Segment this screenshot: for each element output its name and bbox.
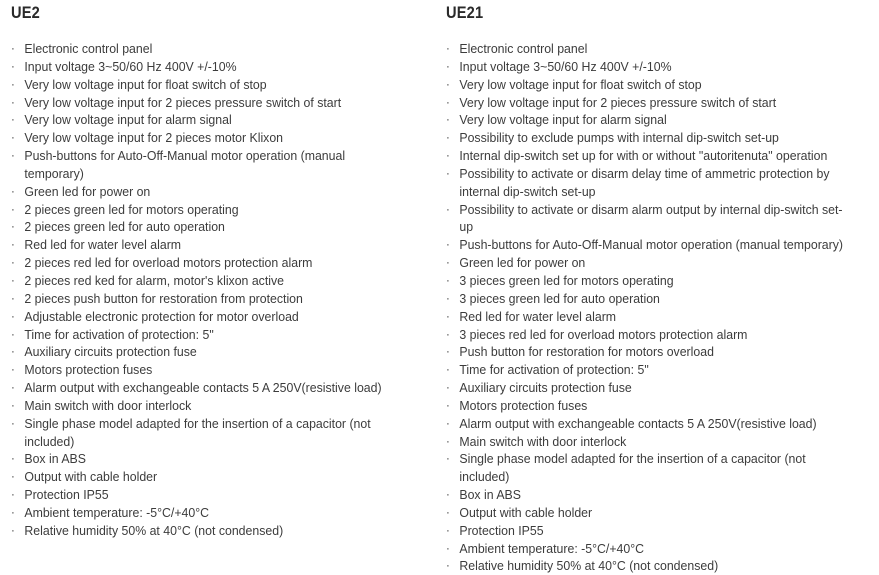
bullet-icon: · [446, 272, 450, 287]
bullet-icon: · [446, 308, 450, 323]
list-item [11, 504, 406, 522]
bullet-icon: · [446, 130, 450, 145]
list-item-text: Electronic control panel [24, 41, 153, 56]
list-item-text: Ambient temperature: -5°C/+40°C [24, 504, 210, 520]
list-item-text: Green led for power on [459, 255, 586, 271]
bullet-icon: · [446, 380, 450, 395]
list-item-text: Relative humidity 50% at 40°C (not condensed) [459, 558, 719, 574]
list-item [11, 343, 406, 361]
list-item [446, 129, 856, 147]
list-item [446, 94, 856, 112]
list-item-text: Time for activation of protection: 5" [24, 326, 214, 342]
bullet-icon: · [11, 130, 15, 145]
bullet-icon: · [446, 255, 450, 270]
list-item-text: Single phase model adapted for the insertion of a capacitor (not included) [459, 451, 806, 485]
bullet-icon: · [11, 451, 15, 466]
bullet-icon: · [11, 380, 15, 395]
list-item [446, 326, 856, 344]
bullet-icon: · [11, 522, 15, 537]
bullet-icon: · [446, 362, 450, 377]
list-item [11, 254, 406, 272]
list-item-text: Box in ABS [459, 487, 521, 503]
list-item-text: Alarm output with exchangeable contacts 5 A 250V(resistive load) [459, 415, 817, 431]
list-item [11, 379, 406, 397]
bullet-icon: · [446, 433, 450, 448]
list-item-text: 3 pieces green led for motors operating [459, 272, 674, 288]
list-item-text: Main switch with door interlock [24, 397, 192, 413]
list-item [446, 308, 856, 326]
list-item [11, 147, 406, 183]
list-item [446, 343, 856, 361]
list-item [446, 201, 856, 237]
list-item-text: Box in ABS [24, 451, 86, 467]
list-item-text: Very low voltage input for float switch of stop [459, 76, 702, 92]
list-item [11, 236, 406, 254]
list-item [11, 76, 406, 94]
list-item-text: Very low voltage input for float switch of stop [24, 76, 267, 92]
list-item [11, 308, 406, 326]
list-item-text: Very low voltage input for 2 pieces pressure switch of start [24, 94, 342, 110]
list-item-text: Motors protection fuses [459, 397, 588, 413]
bullet-icon: · [11, 183, 15, 198]
list-item-text: Input voltage 3~50/60 Hz 400V +/-10% [24, 58, 237, 74]
list-item [11, 111, 406, 129]
bullet-icon: · [446, 112, 450, 127]
list-item-text: Red led for water level alarm [459, 308, 617, 324]
list-item-text: Single phase model adapted for the insertion of a capacitor (not included) [24, 415, 371, 449]
list-item [11, 361, 406, 379]
bullet-icon: · [11, 504, 15, 519]
list-item-text: Push button for restoration for motors overload [459, 344, 714, 360]
list-item [446, 486, 856, 504]
list-item [11, 326, 406, 344]
list-item-text: Electronic control panel [459, 41, 588, 56]
bullet-icon: · [446, 76, 450, 91]
bullet-icon: · [11, 487, 15, 502]
list-item-text: 2 pieces green led for auto operation [24, 219, 225, 235]
list-item [446, 111, 856, 129]
column-title: UE21 [446, 3, 484, 22]
column-title: UE2 [11, 3, 40, 22]
list-item [11, 468, 406, 486]
list-item-text: Ambient temperature: -5°C/+40°C [459, 540, 645, 556]
list-item-text: Red led for water level alarm [24, 237, 182, 253]
list-item-text: Output with cable holder [459, 504, 593, 520]
bullet-icon: · [446, 326, 450, 341]
list-item [446, 147, 856, 165]
bullet-icon: · [11, 76, 15, 91]
list-item [11, 450, 406, 468]
list-item-text: 2 pieces push button for restoration from protection [24, 290, 303, 306]
list-item-text: Possibility to activate or disarm delay time of ammetric protection by internal dip-switch set-up [459, 165, 830, 199]
feature-list [11, 40, 425, 540]
list-item-text: Possibility to exclude pumps with internal dip-switch set-up [459, 130, 779, 146]
list-item [11, 290, 406, 308]
list-item [11, 397, 406, 415]
list-item [446, 522, 856, 540]
list-item [446, 540, 856, 558]
list-item [11, 201, 406, 219]
list-item-text: Very low voltage input for alarm signal [459, 112, 667, 128]
list-item-text: Output with cable holder [24, 469, 158, 485]
list-item-text: 2 pieces green led for motors operating [24, 201, 239, 217]
list-item-text: 2 pieces red ked for alarm, motor's klixon active [24, 272, 284, 288]
list-item-text: Green led for power on [24, 183, 151, 199]
bullet-icon: · [11, 201, 15, 216]
list-item [446, 290, 856, 308]
list-item-text: Very low voltage input for alarm signal [24, 112, 232, 128]
list-item [446, 379, 856, 397]
list-item [11, 415, 406, 451]
bullet-icon: · [11, 255, 15, 270]
list-item-text: Protection IP55 [459, 522, 544, 538]
bullet-icon: · [11, 148, 15, 163]
list-item [11, 129, 406, 147]
list-item-text: 3 pieces red led for overload motors protection alarm [459, 326, 748, 342]
bullet-icon: · [446, 522, 450, 537]
list-item [11, 183, 406, 201]
bullet-icon: · [11, 219, 15, 234]
list-item [446, 254, 856, 272]
bullet-icon: · [11, 397, 15, 412]
bullet-icon: · [446, 237, 450, 252]
bullet-icon: · [11, 344, 15, 359]
bullet-icon: · [446, 41, 450, 55]
bullet-icon: · [446, 344, 450, 359]
list-item [11, 522, 406, 540]
bullet-icon: · [446, 201, 450, 216]
bullet-icon: · [11, 237, 15, 252]
list-item-text: Internal dip-switch set up for with or without "autoritenuta" operation [459, 148, 828, 164]
list-item [11, 58, 406, 76]
list-item-text: Push-buttons for Auto-Off-Manual motor operation (manual temporary) [24, 148, 346, 181]
bullet-icon: · [446, 148, 450, 163]
list-item-text: Auxiliary circuits protection fuse [459, 380, 632, 396]
list-item-text: Input voltage 3~50/60 Hz 400V +/-10% [459, 58, 672, 74]
bullet-icon: · [11, 41, 15, 55]
list-item [446, 361, 856, 379]
bullet-icon: · [11, 290, 15, 305]
list-item-text: Very low voltage input for 2 pieces motor Klixon [24, 130, 284, 146]
list-item [446, 397, 856, 415]
list-item-text: Possibility to activate or disarm alarm output by internal dip-switch set-up [459, 201, 843, 235]
list-item-text: Auxiliary circuits protection fuse [24, 344, 197, 360]
list-item [446, 236, 856, 254]
bullet-icon: · [446, 94, 450, 109]
list-item-text: Main switch with door interlock [459, 433, 627, 449]
bullet-icon: · [446, 540, 450, 555]
bullet-icon: · [11, 272, 15, 287]
list-item [446, 557, 856, 575]
list-item-text: Protection IP55 [24, 487, 109, 503]
bullet-icon: · [446, 487, 450, 502]
list-item [446, 504, 856, 522]
list-item [446, 433, 856, 451]
list-item-text: Alarm output with exchangeable contacts 5 A 250V(resistive load) [24, 380, 382, 396]
list-item [11, 272, 406, 290]
bullet-icon: · [11, 326, 15, 341]
bullet-icon: · [11, 308, 15, 323]
feature-list [446, 40, 875, 575]
list-item [11, 40, 406, 58]
list-item-text: 3 pieces green led for auto operation [459, 290, 660, 306]
list-item-text: Time for activation of protection: 5" [459, 362, 649, 378]
list-item-text: Motors protection fuses [24, 362, 153, 378]
list-item [446, 165, 856, 201]
list-item [446, 76, 856, 94]
list-item [446, 272, 856, 290]
bullet-icon: · [11, 415, 15, 430]
list-item [11, 218, 406, 236]
list-item-text: 2 pieces red led for overload motors protection alarm [24, 255, 313, 271]
list-item-text: Very low voltage input for 2 pieces pressure switch of start [459, 94, 777, 110]
bullet-icon: · [446, 58, 450, 73]
bullet-icon: · [446, 397, 450, 412]
list-item [11, 94, 406, 112]
bullet-icon: · [446, 290, 450, 305]
bullet-icon: · [11, 58, 15, 73]
list-item [446, 58, 856, 76]
list-item-text: Adjustable electronic protection for motor overload [24, 308, 299, 324]
list-item [11, 486, 406, 504]
list-item-text: Relative humidity 50% at 40°C (not condensed) [24, 522, 284, 538]
bullet-icon: · [446, 504, 450, 519]
list-item [446, 40, 856, 58]
bullet-icon: · [446, 415, 450, 430]
bullet-icon: · [11, 469, 15, 484]
bullet-icon: · [11, 112, 15, 127]
bullet-icon: · [446, 451, 450, 466]
bullet-icon: · [11, 362, 15, 377]
bullet-icon: · [446, 165, 450, 180]
bullet-icon: · [446, 558, 450, 573]
list-item-text: Push-buttons for Auto-Off-Manual motor operation (manual temporary) [459, 237, 844, 253]
list-item [446, 415, 856, 433]
list-item [446, 450, 856, 486]
bullet-icon: · [11, 94, 15, 109]
